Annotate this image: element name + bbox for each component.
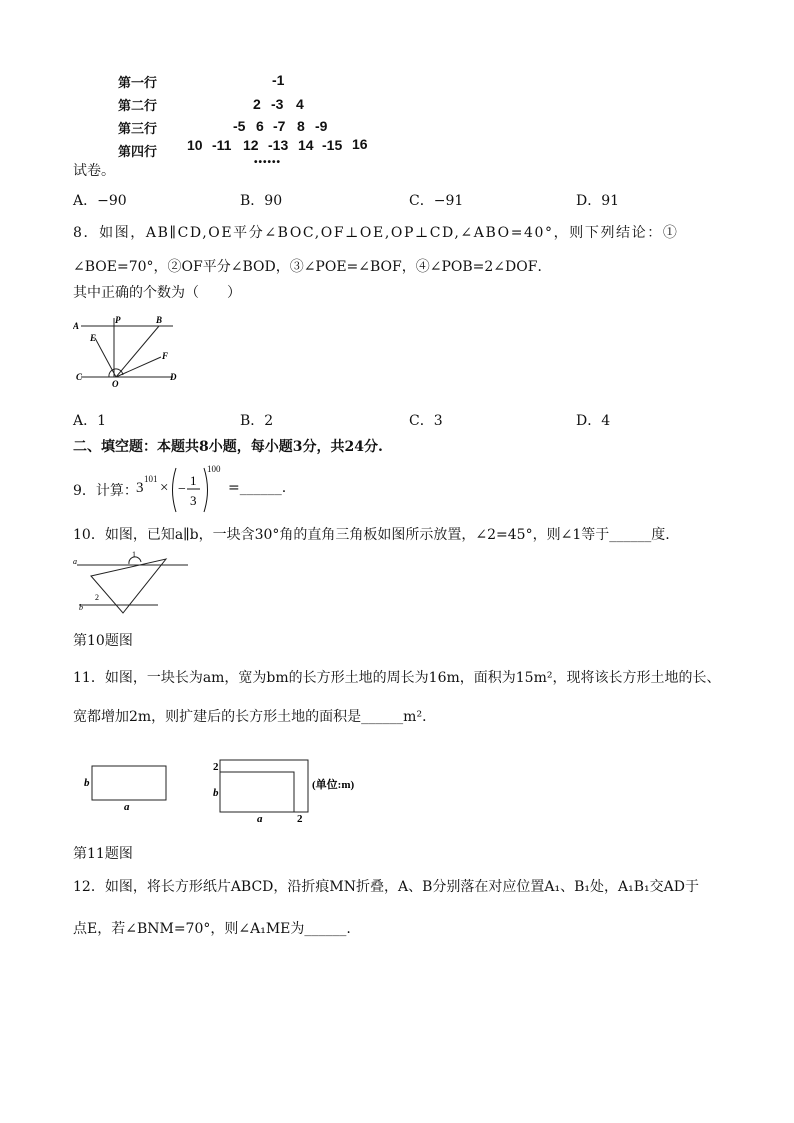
q9-exponent: 101 (144, 474, 158, 484)
q11-left-label-b: b (84, 777, 90, 789)
q11-right-label-2-bottom: 2 (297, 813, 303, 825)
q8-line-1: 8．如图，AB∥CD,OE平分∠BOC,OF⊥OE,OP⊥CD,∠ABO=40°，则下列结论：① (73, 225, 679, 241)
pattern-number: -3 (271, 96, 284, 112)
q11-unit-label: (单位:m) (312, 779, 355, 791)
q11-line-1: 11．如图，一块长为am，宽为bm的长方形土地的周长为16m，面积为15m²，现将该长方形土地的长、 (73, 670, 721, 686)
q8-option-d: D．4 (576, 413, 611, 429)
q9-numerator: 1 (190, 473, 197, 488)
q9-base: 3 (136, 480, 144, 496)
pattern-number: -9 (315, 118, 328, 134)
pattern-number: -7 (273, 118, 286, 134)
q8-label-o: O (112, 379, 119, 389)
row-label-4: 第四行 (118, 145, 158, 160)
q10-figure (73, 550, 193, 618)
q8-label-d: D (170, 372, 177, 382)
q9-minus: − (178, 482, 186, 497)
q8-label-c: C (76, 372, 83, 382)
q10-label-a: a (73, 557, 77, 566)
q9-prefix: 9．计算： (73, 483, 138, 499)
q8-line-2: ∠BOE=70°，②OF平分∠BOD，③∠POE=∠BOF，④∠POB=2∠DOF． (73, 259, 552, 275)
q12-line-2: 点E，若∠BNM=70°，则∠A₁ME为______. (73, 921, 351, 937)
q9-outer-exponent: 100 (207, 464, 221, 474)
pattern-number: 16 (352, 136, 368, 152)
q8-label-b: B (156, 315, 163, 325)
q8-option-a: A．1 (73, 413, 107, 429)
q7-option-b: B．90 (240, 193, 283, 209)
pattern-number: 14 (298, 137, 314, 153)
q8-label-f: F (162, 351, 169, 361)
q8-label-e: E (90, 333, 97, 343)
q10-label-b: b (79, 603, 83, 612)
pattern-number: -1 (272, 72, 285, 88)
q7-option-a: A．−90 (73, 193, 127, 209)
q8-option-b: B．2 (240, 413, 274, 429)
q7-option-c: C．−91 (409, 193, 464, 209)
q8-label-p: P (115, 315, 121, 325)
q12-line-1: 12．如图，将长方形纸片ABCD，沿折痕MN折叠，A、B分别落在对应位置A₁、B₁处，A₁B₁交AD于 (73, 879, 699, 895)
q10-label-1: 1 (132, 550, 136, 559)
q8-label-a: A (73, 321, 80, 331)
pattern-number: -5 (233, 118, 246, 134)
row-label-2: 第二行 (118, 99, 158, 114)
q7-option-d: D．91 (576, 193, 620, 209)
q9-paren-fraction (170, 465, 210, 515)
q9-times: × (160, 480, 169, 496)
pattern-number: 10 (187, 137, 203, 153)
pattern-number: -13 (268, 137, 289, 153)
q11-left-label-a: a (124, 801, 130, 813)
q11-figure (80, 758, 380, 828)
pattern-number: 4 (296, 96, 304, 112)
pattern-number: 8 (297, 118, 305, 134)
q8-option-c: C．3 (409, 413, 443, 429)
q11-right-label-a: a (257, 813, 263, 825)
section-title: 二、填空题：本题共8小题，每小题3分，共24分. (73, 439, 383, 455)
row-label-1: 第一行 (118, 76, 158, 91)
q10-label-2: 2 (95, 593, 99, 602)
q9-answer-blank: =______. (228, 480, 287, 496)
q11-caption: 第11题图 (73, 846, 133, 862)
q9-denominator: 3 (190, 493, 197, 508)
q10-caption: 第10题图 (73, 633, 133, 649)
q11-right-label-b: b (213, 787, 219, 799)
pattern-number: 12 (243, 137, 259, 153)
q7-tail-text: 试卷。 (73, 163, 115, 179)
row-label-3: 第三行 (118, 122, 158, 137)
q11-right-label-2-top: 2 (213, 761, 219, 773)
pattern-number: -11 (212, 137, 232, 153)
q8-line-3: 其中正确的个数为（ ） (73, 285, 241, 301)
pattern-ellipsis: •••••• (254, 157, 282, 168)
q11-line-2: 宽都增加2m，则扩建后的长方形土地的面积是______m²． (73, 709, 437, 725)
pattern-number: 2 (253, 96, 261, 112)
pattern-number: -15 (322, 137, 343, 153)
q10-text: 10．如图，已知a∥b，一块含30°角的直角三角板如图所示放置，∠2=45°，则∠1等于______度. (73, 527, 670, 543)
q8-figure (73, 312, 188, 392)
pattern-number: 6 (256, 118, 264, 134)
